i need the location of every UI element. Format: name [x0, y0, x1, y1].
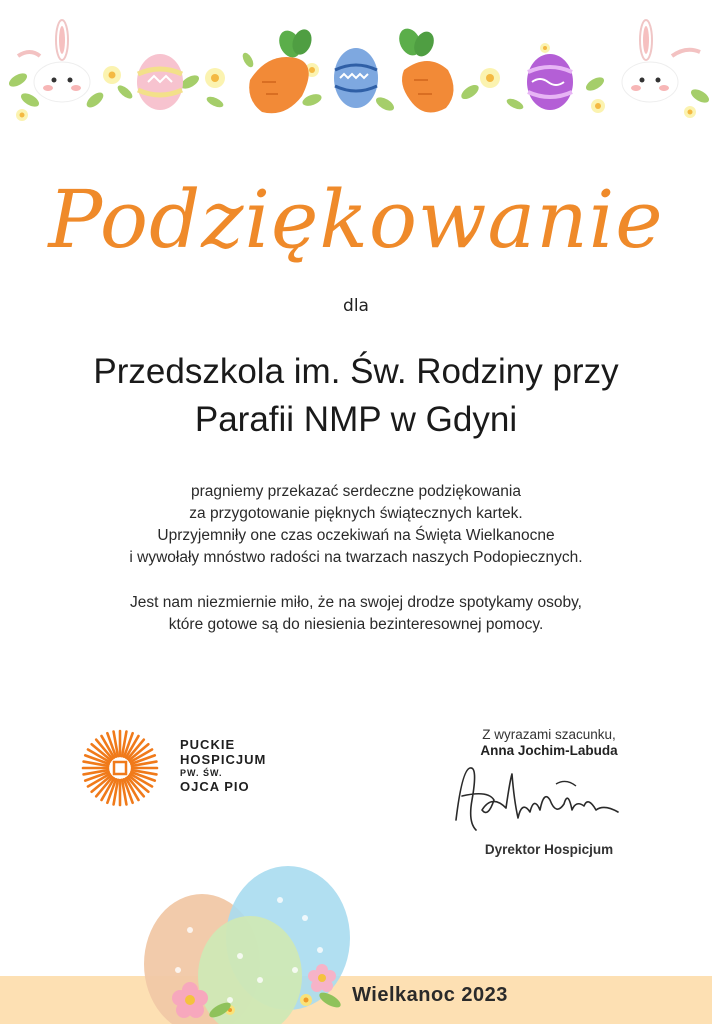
bunny-icon — [622, 20, 700, 102]
logo-line: PUCKIE — [180, 737, 236, 752]
logo-line: OJCA PIO — [180, 779, 250, 794]
recipient-line: Przedszkola im. Św. Rodziny przy — [93, 352, 619, 391]
thanks-paragraph — [0, 481, 712, 569]
signature-block — [444, 727, 654, 759]
bunny-icon — [18, 20, 90, 102]
carrot-icon — [395, 25, 454, 112]
logo-line: HOSPICJUM — [180, 752, 267, 767]
paragraph-line: za przygotowanie pięknych świątecznych kartek. — [189, 505, 523, 522]
paragraph-line: pragniemy przekazać serdeczne podziękowania — [191, 483, 521, 500]
recipient-name — [0, 348, 712, 444]
sunburst-logo-icon — [80, 728, 160, 808]
signature-name: Anna Jochim-Labuda — [480, 743, 618, 758]
footer-label: Wielkanoc 2023 — [352, 984, 508, 1006]
hospice-logo-text — [180, 737, 266, 794]
logo-line: PW. ŚW. — [180, 768, 223, 778]
recipient-line: Parafii NMP w Gdyni — [194, 400, 518, 439]
paragraph-line: które gotowe są do niesienia bezinteresownej pomocy. — [168, 616, 544, 633]
easter-egg-icon — [334, 48, 378, 108]
handwritten-signature — [448, 760, 628, 840]
page-title: Podziękowanie — [48, 173, 664, 266]
paragraph-line: i wywołały mnóstwo radości na twarzach naszych Podopiecznych. — [129, 549, 583, 566]
easter-egg-icon — [137, 54, 183, 110]
closing-paragraph — [0, 592, 712, 636]
easter-egg-icon — [527, 54, 573, 110]
signature-greeting: Z wyrazami szacunku, — [482, 727, 616, 742]
paragraph-line: Jest nam niezmiernie miło, że na swojej drodze spotykamy osoby, — [130, 594, 582, 611]
easter-top-border — [0, 0, 712, 130]
for-label: dla — [343, 296, 369, 316]
signature-role: Dyrektor Hospicjum — [484, 842, 614, 857]
paragraph-line: Uprzyjemniły one czas oczekiwań na Święta Wielkanocne — [157, 527, 555, 544]
